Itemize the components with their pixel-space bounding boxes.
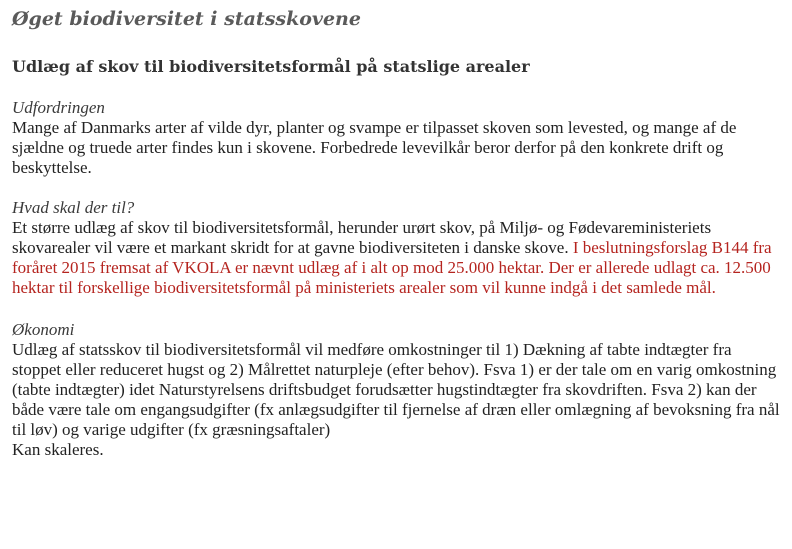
section-heading: Økonomi [12,320,75,339]
section-udfordringen [12,98,784,178]
document-page [12,6,784,460]
highlighted-note: I beslutningsforslag B144 fra foråret 2015 fremsat af VKOLA er nævnt udlæg af i alt op mod 25.000 hektar. Der er allerede udlagt ca. 12.500 hektar til forskellige biodiversitetsformål på ministeriets arealer som vil kunne indgå i det samlede mål. [12,238,772,297]
section-body-text: Et større udlæg af skov til biodiversitetsformål, herunder urørt skov, på Miljø- og Fødevareministeriets skovarealer vil være et markant skridt for at gavne biodiversiteten i danske skove. [12,218,712,257]
section-okonomi [12,320,784,460]
section-heading: Hvad skal der til? [12,198,135,217]
document-subtitle: Udlæg af skov til biodiversitetsformål på statslige arealer [12,57,530,76]
section-body [12,218,784,298]
section-hvad-skal-der-til [12,198,784,298]
document-title: Øget biodiversitet i statsskovene [12,8,361,30]
section-body: Udlæg af statsskov til biodiversitetsformål vil medføre omkostninger til 1) Dækning af tabte indtægter fra stoppet eller reduceret hugst og 2) Målrettet naturpleje (efter behov). Fsva 1) er der tale om en varig omkostning (tabte indtægter) idet Naturstyrelsens driftsbudget forudsætter hugstindtægter fra skovdriften. Fsva 2) kan der både være tale om engangsudgifter (fx anlægsudgifter til fjernelse af dræn eller omlægning af bevoksning fra nål til løv) og varige udgifter (fx græsningsaftaler) [12,340,780,439]
section-body: Mange af Danmarks arter af vilde dyr, planter og svampe er tilpasset skoven som levested, og mange af de sjældne og truede arter findes kun i skovene. Forbedrede levevilkår beror derfor på den konkrete drift og beskyttelse. [12,118,737,177]
section-closing: Kan skaleres. [12,440,104,459]
section-heading: Udfordringen [12,98,105,117]
